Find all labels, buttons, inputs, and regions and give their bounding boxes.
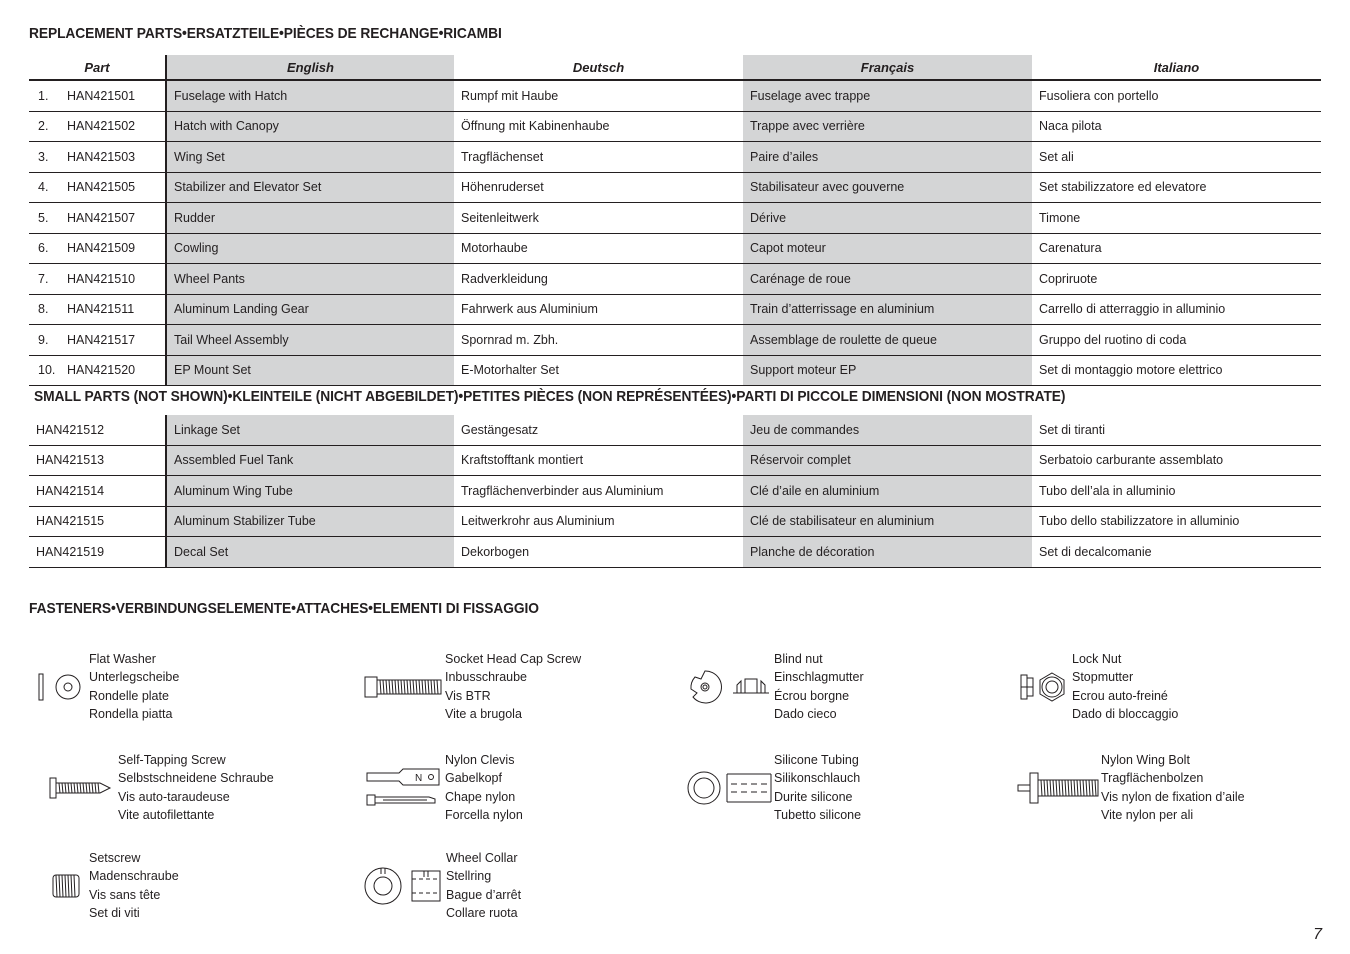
table-row (29, 264, 1321, 295)
francais-cell: Stabilisateur avec gouverne (743, 172, 1032, 203)
fastener-label: Silicone Tubing (774, 753, 859, 767)
part-cell (29, 142, 166, 173)
fastener-label: Stellring (446, 869, 492, 884)
part-code: HAN421517 (67, 332, 136, 347)
fastener-label: Socket Head Cap Screw (445, 652, 582, 666)
francais-cell: Dérive (743, 203, 1032, 234)
italiano-cell: Copriruote (1032, 264, 1321, 295)
setscrew-labels (89, 849, 179, 923)
part-cell (29, 355, 166, 386)
small-parts-table (29, 415, 1321, 568)
francais-cell: Paire d’ailes (743, 142, 1032, 173)
fastener-label: Rondelle plate (89, 688, 169, 703)
english-cell: EP Mount Set (166, 355, 454, 386)
deutsch-cell: Radverkleidung (454, 264, 743, 295)
small-parts-title: SMALL PARTS (NOT SHOWN)•KLEINTEILE (NICHT ABGEBILDET)•PETITES PIÈCES (NON REPRÉSENTÉES)•PARTI DI PICCOLE DIMENSIONI (NON MOSTRATE) (34, 388, 1066, 405)
table-row (29, 476, 1321, 507)
wheel-collar-labels (446, 849, 521, 923)
header-deutsch: Deutsch (454, 55, 743, 80)
fastener-label: Vite nylon per ali (1101, 808, 1194, 823)
fastener-label: Vis auto-taraudeuse (118, 789, 230, 804)
part-number: 5. (38, 210, 49, 225)
table-row (29, 233, 1321, 264)
part-number: 2. (38, 119, 49, 134)
part-code: HAN421502 (67, 119, 136, 134)
fastener-label: Dado cieco (774, 707, 837, 722)
fastener-nylon-wing-bolt (1014, 751, 1245, 825)
fastener-label: Set di viti (89, 906, 140, 921)
fastener-setscrew (42, 849, 179, 923)
blind-nut-icon (686, 667, 774, 707)
header-english: English (166, 55, 454, 80)
fastener-label: Collare ruota (446, 906, 518, 921)
silicone-tubing-icon (686, 769, 774, 807)
english-cell: Decal Set (166, 537, 454, 568)
wheel-collar-icon (361, 865, 446, 907)
fastener-label: Dado di bloccaggio (1072, 707, 1179, 722)
english-cell: Aluminum Stabilizer Tube (166, 506, 454, 537)
fastener-label: Flat Washer (89, 652, 156, 666)
italiano-cell: Naca pilota (1032, 111, 1321, 142)
fastener-label: Rondella piatta (89, 707, 173, 722)
page-number: 7 (1313, 926, 1322, 943)
replacement-parts-title: REPLACEMENT PARTS•ERSATZTEILE•PIÈCES DE RECHANGE•RICAMBI (29, 25, 502, 42)
svg-text:N: N (415, 772, 423, 784)
header-francais: Français (743, 55, 1032, 80)
english-cell: Stabilizer and Elevator Set (166, 172, 454, 203)
deutsch-cell: Tragflächenset (454, 142, 743, 173)
self-tapping-screw-icon (42, 774, 118, 802)
fastener-label: Unterlegscheibe (89, 670, 180, 685)
part-cell (29, 294, 166, 325)
fastener-label: Einschlagmutter (774, 670, 864, 685)
deutsch-cell: Fahrwerk aus Aluminium (454, 294, 743, 325)
deutsch-cell: Gestängesatz (454, 415, 743, 445)
part-cell (29, 203, 166, 234)
table-row (29, 537, 1321, 568)
blind-nut-labels (774, 650, 864, 724)
francais-cell: Réservoir complet (743, 445, 1032, 476)
english-cell: Wing Set (166, 142, 454, 173)
fastener-label: Tubetto silicone (774, 808, 862, 823)
deutsch-cell: Leitwerkrohr aus Aluminium (454, 506, 743, 537)
italiano-cell: Fusoliera con portello (1032, 80, 1321, 111)
italiano-cell: Serbatoio carburante assemblato (1032, 445, 1321, 476)
part-code: HAN421510 (67, 271, 136, 286)
table-row (29, 294, 1321, 325)
nylon-clevis-icon (361, 765, 445, 811)
fastener-label: Setscrew (89, 851, 141, 865)
part-cell (29, 172, 166, 203)
english-cell: Aluminum Wing Tube (166, 476, 454, 507)
fastener-label: Blind nut (774, 652, 823, 666)
fastener-wheel-collar (361, 849, 521, 923)
part-code: HAN421503 (67, 149, 136, 164)
part-number: 4. (38, 180, 49, 195)
deutsch-cell: Seitenleitwerk (454, 203, 743, 234)
fastener-lock-nut (1016, 650, 1178, 724)
fastener-label: Vis BTR (445, 688, 491, 703)
francais-cell: Capot moteur (743, 233, 1032, 264)
english-cell: Hatch with Canopy (166, 111, 454, 142)
part-code: HAN421507 (67, 210, 136, 225)
deutsch-cell: Motorhaube (454, 233, 743, 264)
self-tapping-labels (118, 751, 274, 825)
italiano-cell: Set ali (1032, 142, 1321, 173)
part-number: 3. (38, 149, 49, 164)
italiano-cell: Carenatura (1032, 233, 1321, 264)
deutsch-cell: Kraftstofftank montiert (454, 445, 743, 476)
table-row (29, 111, 1321, 142)
english-cell: Linkage Set (166, 415, 454, 445)
socket-head-cap-screw-icon (361, 673, 445, 701)
table-row (29, 142, 1321, 173)
fastener-label: Lock Nut (1072, 652, 1122, 666)
fastener-label: Écrou borgne (774, 688, 850, 703)
part-number: 6. (38, 241, 49, 256)
italiano-cell: Gruppo del ruotino di coda (1032, 325, 1321, 356)
italiano-cell: Set stabilizzatore ed elevatore (1032, 172, 1321, 203)
setscrew-icon (42, 872, 89, 900)
francais-cell: Clé de stabilisateur en aluminium (743, 506, 1032, 537)
part-code: HAN421511 (67, 302, 135, 317)
fastener-label: Bague d’arrêt (446, 887, 522, 902)
table-row (29, 172, 1321, 203)
fastener-blind-nut (686, 650, 864, 724)
flat-washer-labels (89, 650, 179, 724)
table-row (29, 203, 1321, 234)
fastener-label: Madenschraube (89, 869, 179, 884)
lock-nut-icon (1016, 670, 1072, 704)
part-code: HAN421514 (29, 476, 166, 507)
fastener-label: Nylon Clevis (445, 753, 515, 767)
lock-nut-labels (1072, 650, 1178, 724)
italiano-cell: Carrello di atterraggio in alluminio (1032, 294, 1321, 325)
fastener-label: Gabelkopf (445, 771, 502, 786)
replacement-parts-table (29, 55, 1321, 386)
wing-bolt-labels (1101, 751, 1245, 825)
fastener-label: Vis nylon de fixation d’aile (1101, 789, 1245, 804)
header-italiano: Italiano (1032, 55, 1321, 80)
part-number: 10. (38, 363, 56, 378)
part-code: HAN421512 (29, 415, 166, 445)
francais-cell: Support moteur EP (743, 355, 1032, 386)
francais-cell: Clé d’aile en aluminium (743, 476, 1032, 507)
english-cell: Fuselage with Hatch (166, 80, 454, 111)
francais-cell: Train d’atterrissage en aluminium (743, 294, 1032, 325)
flat-washer-icon (34, 670, 89, 704)
fasteners-title: FASTENERS•VERBINDUNGSELEMENTE•ATTACHES•ELEMENTI DI FISSAGGIO (29, 600, 539, 617)
part-number: 8. (38, 302, 49, 317)
english-cell: Wheel Pants (166, 264, 454, 295)
fastener-label: Inbusschraube (445, 670, 528, 685)
nylon-wing-bolt-icon (1014, 769, 1101, 807)
deutsch-cell: Spornrad m. Zbh. (454, 325, 743, 356)
fastener-label: Durite silicone (774, 789, 853, 804)
part-cell (29, 264, 166, 295)
francais-cell: Jeu de commandes (743, 415, 1032, 445)
francais-cell: Planche de décoration (743, 537, 1032, 568)
part-number: 1. (38, 88, 49, 103)
part-code: HAN421501 (67, 88, 136, 103)
english-cell: Aluminum Landing Gear (166, 294, 454, 325)
part-number: 7. (38, 271, 49, 286)
fastener-self-tapping-screw (42, 751, 274, 825)
fastener-label: Tragflächenbolzen (1101, 771, 1204, 786)
italiano-cell: Set di tiranti (1032, 415, 1321, 445)
part-cell (29, 80, 166, 111)
fastener-label: Self-Tapping Screw (118, 753, 226, 767)
deutsch-cell: Höhenruderset (454, 172, 743, 203)
fastener-label: Vite a brugola (445, 707, 522, 722)
table-row (29, 445, 1321, 476)
header-part: Part (29, 55, 166, 80)
nylon-clevis-labels (445, 751, 523, 825)
table-row (29, 355, 1321, 386)
part-code: HAN421520 (67, 363, 136, 378)
fastener-label: Forcella nylon (445, 808, 523, 823)
fastener-label: Chape nylon (445, 789, 516, 804)
english-cell: Rudder (166, 203, 454, 234)
fastener-nylon-clevis (361, 751, 523, 825)
francais-cell: Trappe avec verrière (743, 111, 1032, 142)
fastener-label: Stopmutter (1072, 670, 1134, 685)
table-row (29, 325, 1321, 356)
fastener-silicone-tubing (686, 751, 861, 825)
fastener-label: Vite autofilettante (118, 808, 215, 823)
english-cell: Cowling (166, 233, 454, 264)
fastener-label: Nylon Wing Bolt (1101, 753, 1190, 767)
deutsch-cell: E-Motorhalter Set (454, 355, 743, 386)
table-row (29, 80, 1321, 111)
part-number: 9. (38, 332, 49, 347)
part-code: HAN421519 (29, 537, 166, 568)
deutsch-cell: Rumpf mit Haube (454, 80, 743, 111)
part-code: HAN421505 (67, 180, 136, 195)
italiano-cell: Set di montaggio motore elettrico (1032, 355, 1321, 386)
francais-cell: Fuselage avec trappe (743, 80, 1032, 111)
part-code: HAN421513 (29, 445, 166, 476)
table-row (29, 506, 1321, 537)
fastener-socket-head-cap-screw (361, 650, 581, 724)
part-cell (29, 111, 166, 142)
fastener-label: Silikonschlauch (774, 771, 861, 786)
fastener-label: Wheel Collar (446, 851, 518, 865)
deutsch-cell: Dekorbogen (454, 537, 743, 568)
fastener-label: Selbstschneidene Schraube (118, 771, 274, 786)
fastener-label: Vis sans tête (89, 887, 161, 902)
table-header-row (29, 55, 1321, 80)
part-code: HAN421515 (29, 506, 166, 537)
fastener-label: Ecrou auto-freiné (1072, 688, 1168, 703)
socket-screw-labels (445, 650, 581, 724)
francais-cell: Carénage de roue (743, 264, 1032, 295)
part-cell (29, 233, 166, 264)
italiano-cell: Tubo dell’ala in alluminio (1032, 476, 1321, 507)
francais-cell: Assemblage de roulette de queue (743, 325, 1032, 356)
deutsch-cell: Tragflächenverbinder aus Aluminium (454, 476, 743, 507)
part-cell (29, 325, 166, 356)
silicone-tubing-labels (774, 751, 861, 825)
deutsch-cell: Öffnung mit Kabinenhaube (454, 111, 743, 142)
italiano-cell: Tubo dello stabilizzatore in alluminio (1032, 506, 1321, 537)
fastener-flat-washer (34, 650, 179, 724)
table-row (29, 415, 1321, 445)
english-cell: Tail Wheel Assembly (166, 325, 454, 356)
part-code: HAN421509 (67, 241, 136, 256)
english-cell: Assembled Fuel Tank (166, 445, 454, 476)
italiano-cell: Set di decalcomanie (1032, 537, 1321, 568)
italiano-cell: Timone (1032, 203, 1321, 234)
